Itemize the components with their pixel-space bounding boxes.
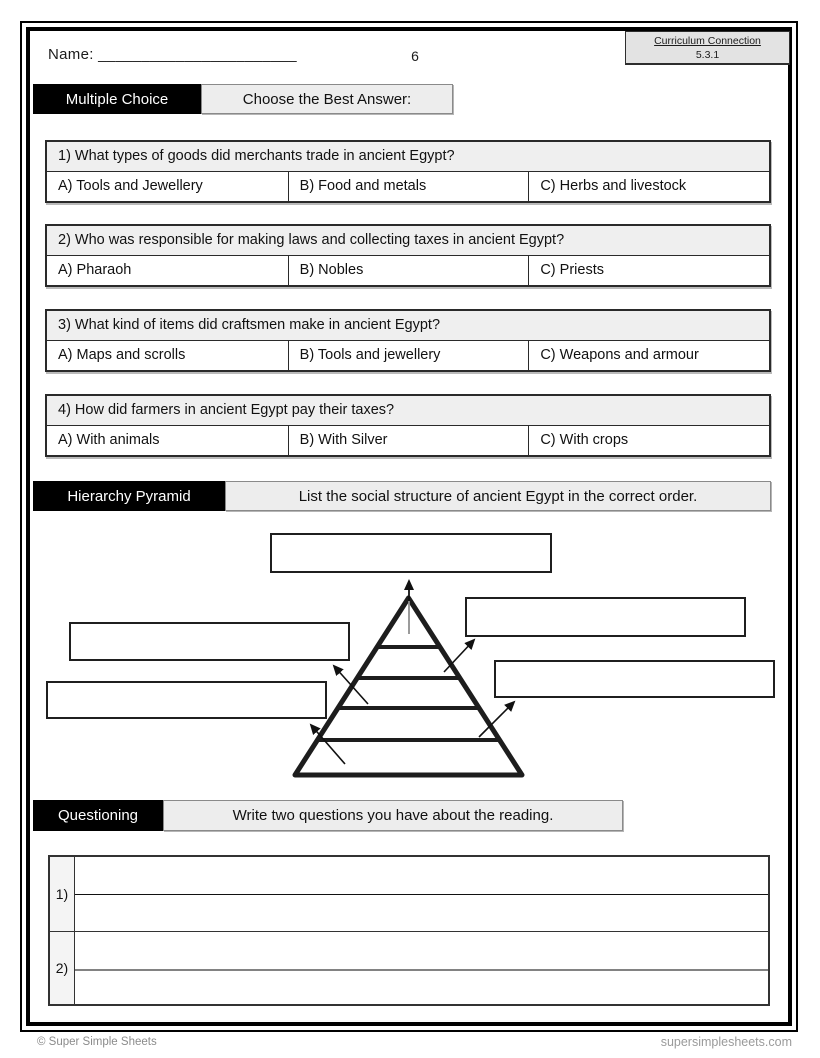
page-number: 6	[411, 48, 419, 64]
question-prompt: 2) Who was responsible for making laws and collecting taxes in ancient Egypt?	[47, 226, 769, 256]
question-1-option-c[interactable]: C) Herbs and livestock	[528, 172, 769, 201]
question-prompt: 4) How did farmers in ancient Egypt pay their taxes?	[47, 396, 769, 426]
question-prompt: 3) What kind of items did craftsmen make in ancient Egypt?	[47, 311, 769, 341]
question-4-option-b[interactable]: B) With Silver	[288, 426, 529, 455]
writing-line	[75, 894, 768, 895]
section-label-questioning: Questioning	[33, 800, 163, 831]
question-write-row-1[interactable]	[50, 857, 768, 931]
name-field[interactable]	[48, 46, 297, 63]
question-table-3	[45, 309, 771, 372]
curriculum-connection-box	[625, 31, 790, 65]
pyramid-answer-box-lower-right[interactable]	[494, 660, 775, 698]
question-table-2	[45, 224, 771, 287]
question-3-option-a[interactable]: A) Maps and scrolls	[58, 347, 186, 363]
name-blank-line[interactable]: _______________________	[98, 46, 297, 63]
question-prompt: 1) What types of goods did merchants trade in ancient Egypt?	[47, 142, 769, 172]
question-2-option-a[interactable]: A) Pharaoh	[58, 262, 132, 278]
question-3-option-b[interactable]: B) Tools and jewellery	[288, 341, 529, 370]
question-table-4	[45, 394, 771, 457]
question-write-row-2[interactable]	[50, 931, 768, 1005]
section-label-multiple-choice: Multiple Choice	[33, 84, 201, 114]
question-2-option-c[interactable]: C) Priests	[528, 256, 769, 285]
section-instruction-questioning: Write two questions you have about the reading.	[163, 800, 623, 831]
question-1-option-a[interactable]: A) Tools and Jewellery	[58, 178, 203, 194]
website-link[interactable]: supersimplesheets.com	[660, 1035, 792, 1049]
curriculum-connection-code: 5.3.1	[695, 49, 720, 61]
pyramid-answer-box-upper-right[interactable]	[465, 597, 746, 637]
question-4-option-a[interactable]: A) With animals	[58, 432, 160, 448]
questioning-table	[48, 855, 770, 1006]
name-label: Name:	[48, 46, 94, 63]
copyright-text: © Super Simple Sheets	[37, 1036, 157, 1048]
section-label-hierarchy-pyramid: Hierarchy Pyramid	[33, 481, 225, 511]
write-area-2[interactable]	[75, 932, 768, 1005]
pyramid-answer-box-top[interactable]	[270, 533, 552, 573]
question-3-option-c[interactable]: C) Weapons and armour	[528, 341, 769, 370]
row-label: 2)	[50, 932, 75, 1005]
question-1-option-b[interactable]: B) Food and metals	[288, 172, 529, 201]
writing-line	[75, 969, 768, 971]
question-table-1	[45, 140, 771, 203]
question-4-option-c[interactable]: C) With crops	[528, 426, 769, 455]
section-instruction-multiple-choice: Choose the Best Answer:	[201, 84, 453, 114]
curriculum-connection-title: Curriculum Connection	[654, 35, 761, 47]
section-instruction-hierarchy-pyramid: List the social structure of ancient Egypt in the correct order.	[225, 481, 771, 511]
row-label: 1)	[50, 857, 75, 931]
pyramid-answer-box-lower-left[interactable]	[46, 681, 327, 719]
pyramid-answer-box-upper-left[interactable]	[69, 622, 350, 661]
question-2-option-b[interactable]: B) Nobles	[288, 256, 529, 285]
write-area-1[interactable]	[75, 857, 768, 931]
